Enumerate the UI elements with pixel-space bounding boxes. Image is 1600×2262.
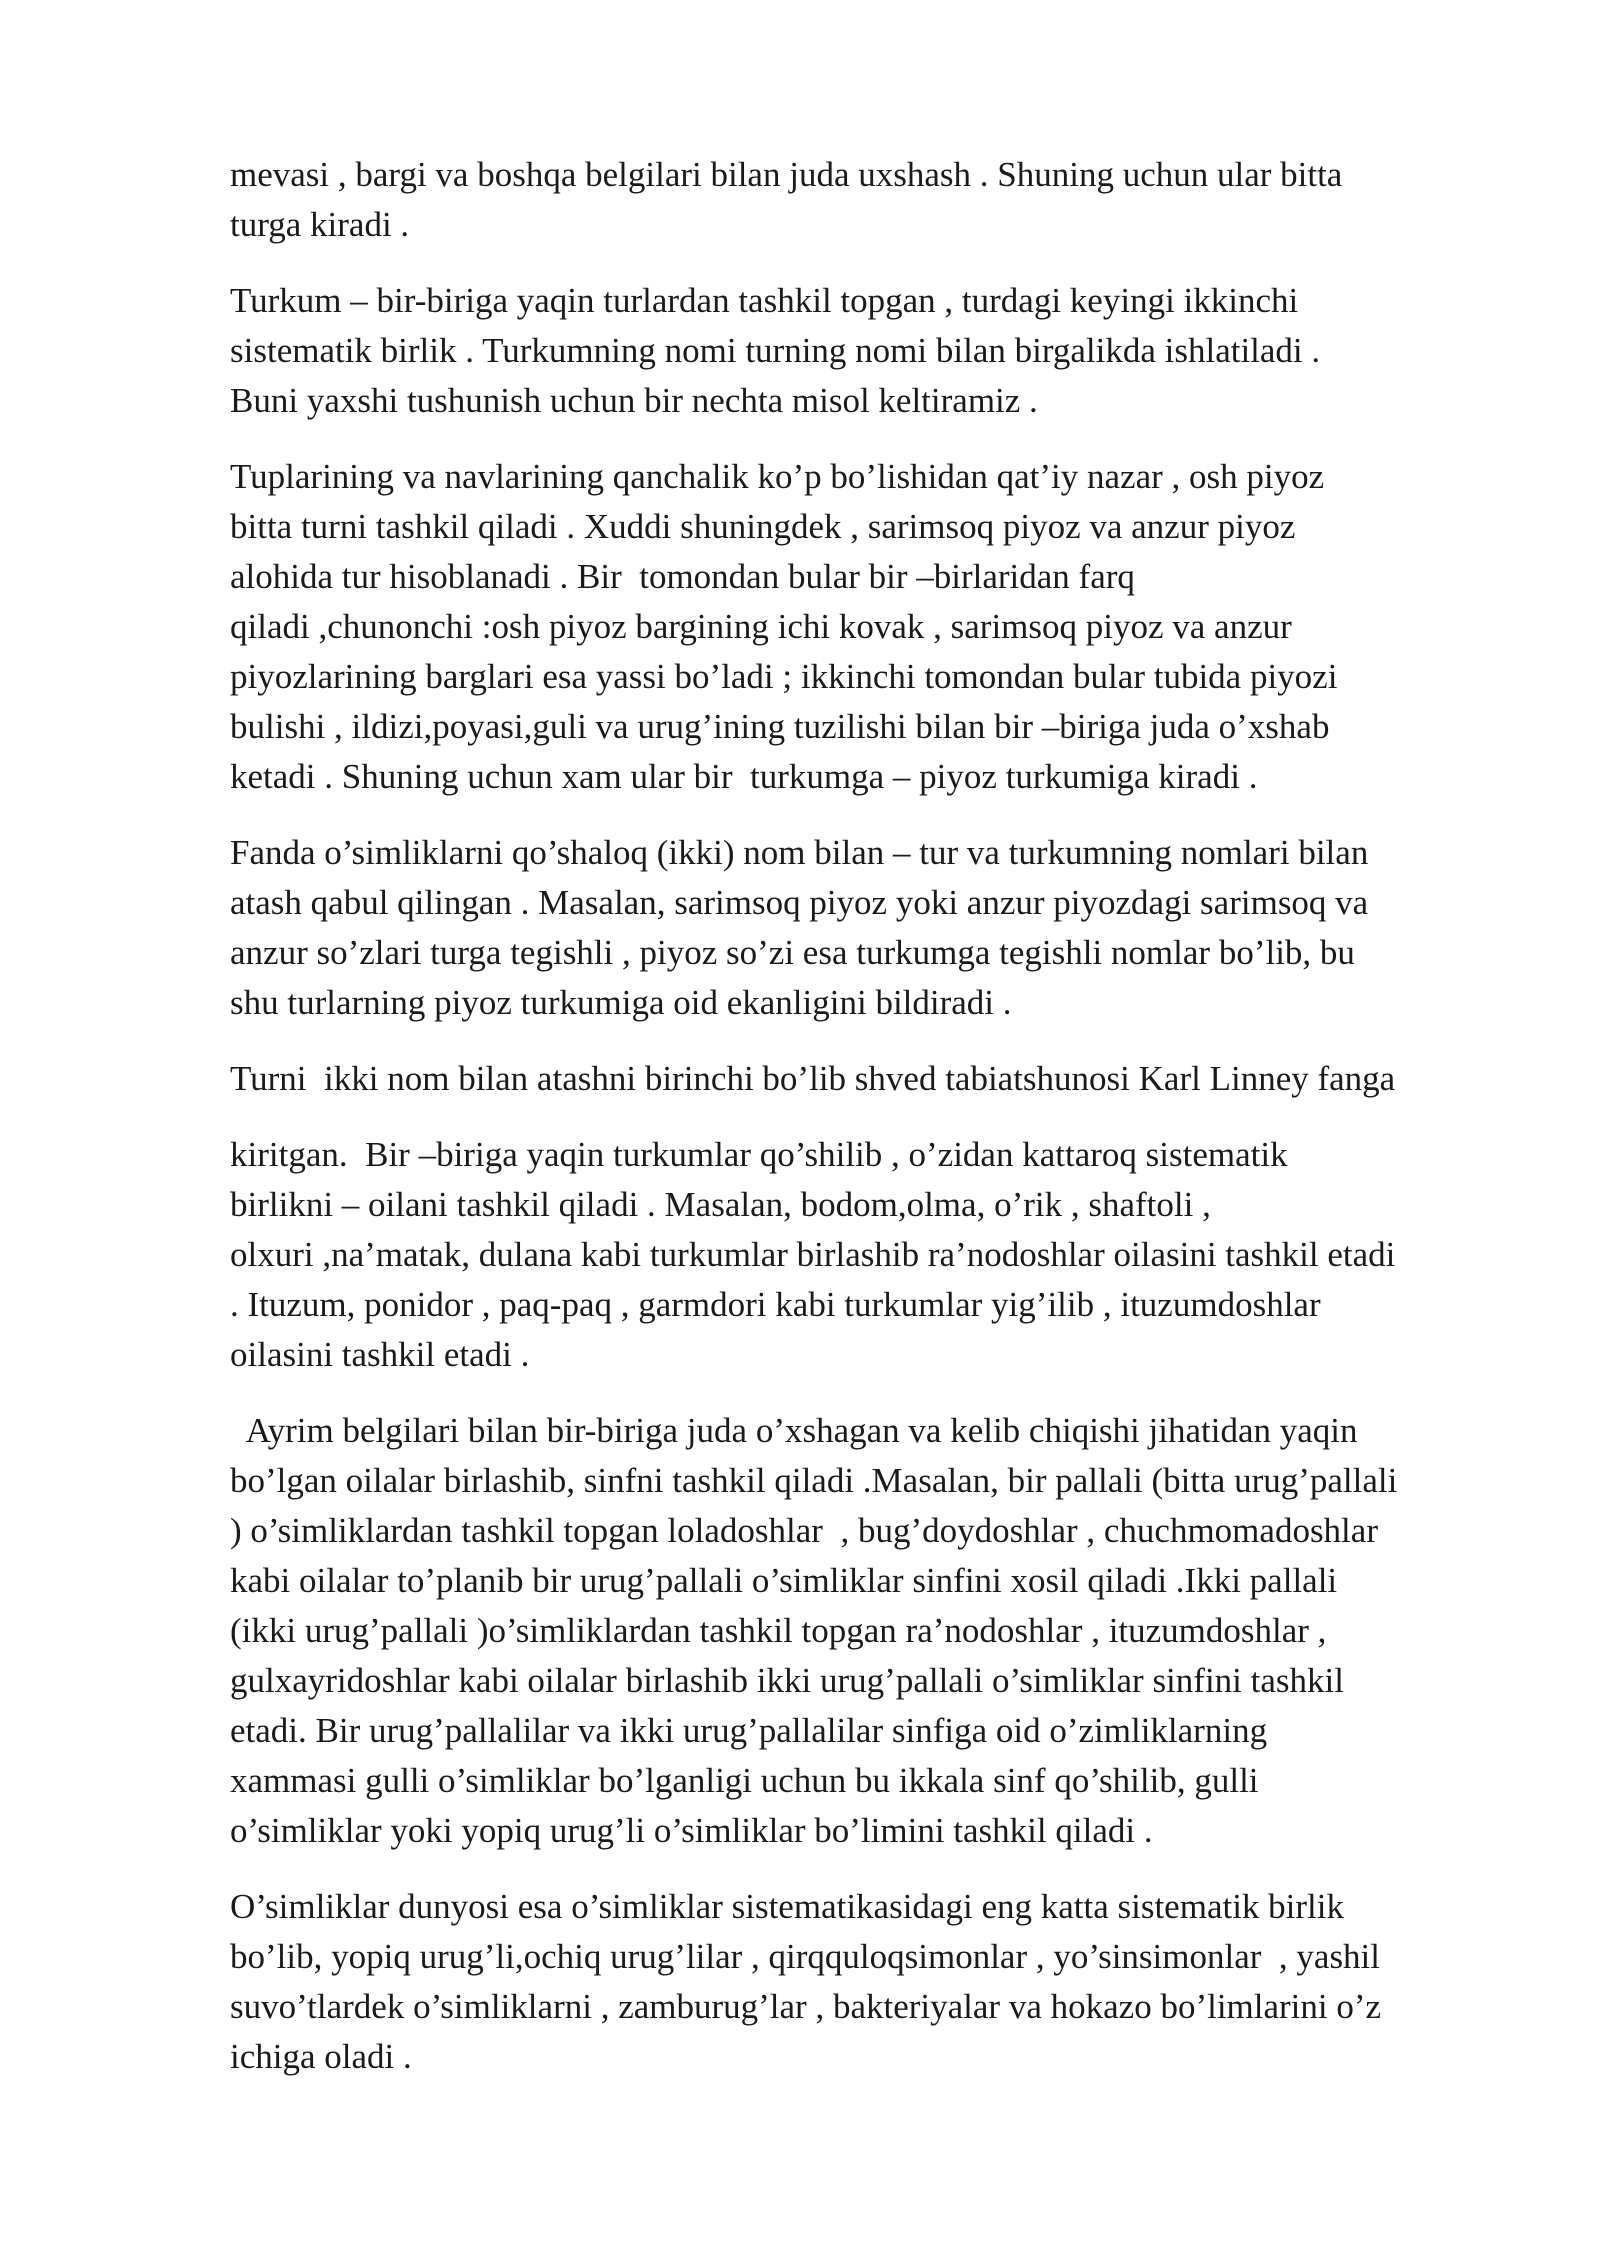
text-line: turga kiradi . [230,205,410,244]
text-line: Fanda o’simliklarni qo’shaloq (ikki) nom bilan – tur va turkumning nomlari bilan [230,833,1369,872]
paragraph-5 [230,1054,1530,1104]
paragraph-6 [230,1130,1530,1380]
text-line: bo’lib, yopiq urug’li,ochiq urug’lilar , qirqquloqsimonlar , yo’sinsimonlar , yashil [230,1937,1381,1976]
paragraph-3 [230,452,1530,802]
text-line: shu turlarning piyoz turkumiga oid ekanligini bildiradi . [230,983,1012,1022]
text-line: alohida tur hisoblanadi . Bir tomondan bular bir –birlaridan farq [230,557,1135,596]
text-line: bo’lgan oilalar birlashib, sinfni tashkil qiladi .Masalan, bir pallali (bitta urug’pallali [230,1461,1398,1500]
paragraph-8 [230,1882,1530,2082]
text-line: . Ituzum, ponidor , paq-paq , garmdori kabi turkumlar yig’ilib , ituzumdoshlar [230,1285,1321,1324]
paragraph-2 [230,276,1530,426]
text-line: bitta turni tashkil qiladi . Xuddi shuningdek , sarimsoq piyoz va anzur piyoz [230,507,1296,546]
paragraph-7 [230,1406,1530,1856]
paragraph-4 [230,828,1530,1028]
text-line: piyozlarining barglari esa yassi bo’ladi ; ikkinchi tomondan bular tubida piyozi [230,657,1338,696]
text-line: ichiga oladi . [230,2037,412,2076]
text-line: o’simliklar yoki yopiq urug’li o’simliklar bo’limini tashkil qiladi . [230,1811,1153,1850]
text-line: sistematik birlik . Turkumning nomi turning nomi bilan birgalikda ishlatiladi . [230,331,1321,370]
text-line: gulxayridoshlar kabi oilalar birlashib ikki urug’pallali o’simliklar sinfini tashkil [230,1661,1344,1700]
text-line: Turni ikki nom bilan atashni birinchi bo’lib shved tabiatshunosi Karl Linney fanga [230,1059,1396,1098]
text-line: Ayrim belgilari bilan bir-biriga juda o’xshagan va kelib chiqishi jihatidan yaqin [230,1411,1358,1450]
text-line: qiladi ,chunonchi :osh piyoz bargining ichi kovak , sarimsoq piyoz va anzur [230,607,1292,646]
text-line: bulishi , ildizi,poyasi,guli va urug’ining tuzilishi bilan bir –biriga juda o’xshab [230,707,1330,746]
paragraph-1 [230,150,1530,250]
document-body [230,150,1530,2108]
text-line: birlikni – oilani tashkil qiladi . Masalan, bodom,olma, o’rik , shaftoli , [230,1185,1211,1224]
text-line: kiritgan. Bir –biriga yaqin turkumlar qo’shilib , o’zidan kattaroq sistematik [230,1135,1288,1174]
text-line: atash qabul qilingan . Masalan, sarimsoq piyoz yoki anzur piyozdagi sarimsoq va [230,883,1369,922]
text-line: ketadi . Shuning uchun xam ular bir turkumga – piyoz turkumiga kiradi . [230,757,1258,796]
text-line: Tuplarining va navlarining qanchalik ko’p bo’lishidan qat’iy nazar , osh piyoz [230,457,1325,496]
text-line: suvo’tlardek o’simliklarni , zamburug’lar , bakteriyalar va hokazo bo’limlarini o’z [230,1987,1382,2026]
text-line: oilasini tashkil etadi . [230,1335,530,1374]
text-line: Buni yaxshi tushunish uchun bir nechta misol keltiramiz . [230,381,1038,420]
text-line: anzur so’zlari turga tegishli , piyoz so’zi esa turkumga tegishli nomlar bo’lib, bu [230,933,1355,972]
text-line: olxuri ,na’matak, dulana kabi turkumlar birlashib ra’nodoshlar oilasini tashkil etadi [230,1235,1396,1274]
text-line: ) o’simliklardan tashkil topgan loladoshlar , bug’doydoshlar , chuchmomadoshlar [230,1511,1378,1550]
text-line: mevasi , bargi va boshqa belgilari bilan juda uxshash . Shuning uchun ular bitta [230,155,1343,194]
text-line: etadi. Bir urug’pallalilar va ikki urug’pallalilar sinfiga oid o’zimliklarning [230,1711,1268,1750]
text-line: (ikki urug’pallali )o’simliklardan tashkil topgan ra’nodoshlar , ituzumdoshlar , [230,1611,1327,1650]
text-line: kabi oilalar to’planib bir urug’pallali o’simliklar sinfini xosil qiladi .Ikki pallali [230,1561,1338,1600]
text-line: Turkum – bir-biriga yaqin turlardan tashkil topgan , turdagi keyingi ikkinchi [230,281,1299,320]
text-line: xammasi gulli o’simliklar bo’lganligi uchun bu ikkala sinf qo’shilib, gulli [230,1761,1259,1800]
text-line: O’simliklar dunyosi esa o’simliklar sistematikasidagi eng katta sistematik birlik [230,1887,1345,1926]
